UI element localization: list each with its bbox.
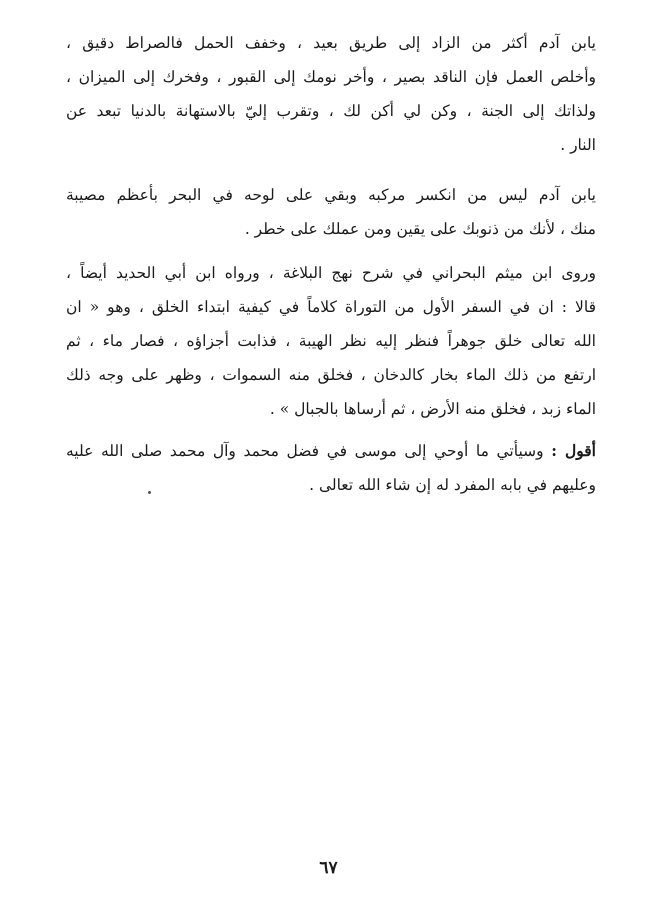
text-line <box>66 434 596 468</box>
text-column <box>66 26 596 502</box>
paragraph-2 <box>66 178 596 246</box>
text-line: ولذاتك إلى الجنة ، وكن لي أكن لك ، وتقرب إليّ بالاستهانة بالدنيا تبعد عن <box>66 102 596 120</box>
paragraph-1 <box>66 26 596 162</box>
text-line: وعليهم في بابه المفرد له إن شاء الله تعالى . <box>309 476 596 494</box>
text-line: ارتفع من ذلك الماء بخار كالدخان ، فخلق منه السموات ، وظهر على وجه ذلك <box>66 366 596 384</box>
text-line: النار . <box>560 136 596 154</box>
stray-dot <box>148 491 151 494</box>
text-line: الماء زبد ، فخلق منه الأرض ، ثم أرساها بالجبال » . <box>269 400 596 418</box>
page-number: ٦٧ <box>319 858 338 878</box>
text-line: الله تعالى خلق جوهراً فنظر إليه نظر الهيبة ، فذابت أجزاؤه ، فصار ماء ، ثم <box>66 332 596 350</box>
paragraph-3 <box>66 256 596 426</box>
text-line: يابن آدم ليس من انكسر مركبه وبقي على لوحه في البحر بأعظم مصيبة <box>66 186 596 204</box>
text-line: قالا : ان في السفر الأول من التوراة كلاماً في كيفية ابتداء الخلق ، وهو « ان <box>66 298 596 316</box>
paragraph-4-line-1-text: وسيأتي ما أوحي إلى موسى في فضل محمد وآل محمد صلى الله عليه <box>66 442 544 460</box>
text-line: وأخلص العمل فإن الناقد بصير ، وأخر نومك إلى القبور ، وفخرك إلى الميزان ، <box>66 68 596 86</box>
text-line: وروى ابن ميثم البحراني في شرح نهج البلاغة ، ورواه ابن أبي الحديد أيضاً ، <box>66 264 596 282</box>
text-line: منك ، لأنك من ذنوبك على يقين ومن عملك على خطر . <box>244 220 596 238</box>
aqul-lead: أقول : <box>551 441 596 460</box>
text-line: يابن آدم أكثر من الزاد إلى طريق بعيد ، وخفف الحمل فالصراط دقيق ، <box>66 34 596 52</box>
paragraph-4 <box>66 434 596 502</box>
